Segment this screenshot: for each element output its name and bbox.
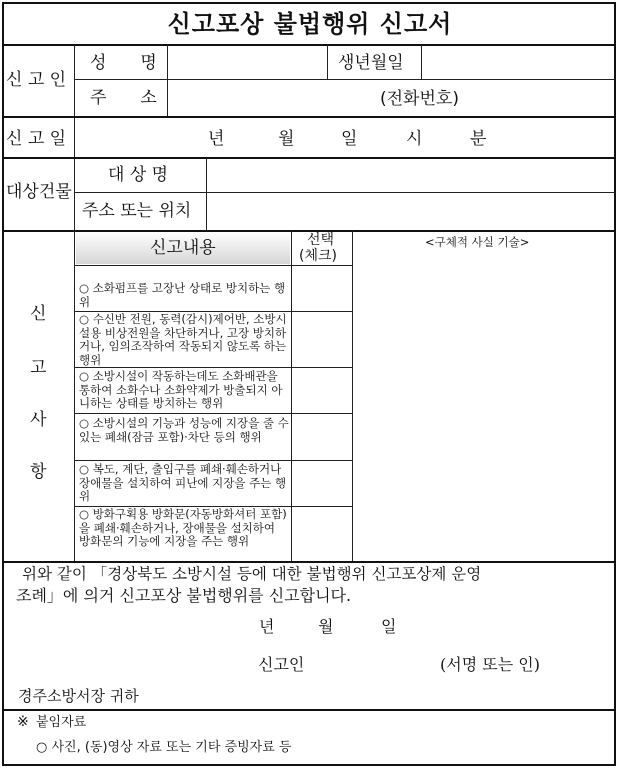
target-location-label: 주소 또는 위치 xyxy=(82,201,192,221)
report-item-5: ○ 복도, 계단, 출입구를 폐쇄·훼손하거나 장애물을 설치하여 피난에 지장을 주는 행위 xyxy=(79,462,287,503)
report-item-6: ○ 방화구획용 방화문(자동방화셔터 포함)을 폐쇄·훼손하거나, 장애물을 설치하여 방화문의 기능에 지장을 주는 행위 xyxy=(79,508,287,548)
target-location-field[interactable] xyxy=(207,193,614,229)
sign-date-day: 일 xyxy=(381,617,397,636)
report-item-2-checkbox[interactable] xyxy=(293,313,351,366)
report-matters-char-3: 사 xyxy=(30,410,47,430)
date-day-label: 일 xyxy=(341,129,358,149)
sign-date-month: 월 xyxy=(318,617,334,636)
target-name-label: 대 상 명 xyxy=(108,165,169,185)
birthdate-label: 생년월일 xyxy=(338,53,404,73)
report-date-field[interactable] xyxy=(76,118,614,156)
declaration-line2: 조례」에 의거 신고포상 불법행위를 신고합니다. xyxy=(16,586,352,605)
report-item-1-checkbox[interactable] xyxy=(293,267,351,310)
content-header: 신고내용 xyxy=(150,238,216,258)
report-item-6-checkbox[interactable] xyxy=(293,508,351,559)
report-item-2: ○ 수신반 전원, 동력(감시)제어반, 소방시설용 비상전원을 차단하거나, 고장 방치하거나, 임의조작하여 작동되지 않도록 하는 행위 xyxy=(79,312,287,367)
report-matters-char-2: 고 xyxy=(30,358,47,378)
attachments-label: 붙임자료 xyxy=(36,715,87,730)
name-field[interactable] xyxy=(168,46,326,78)
check-header-line1: 선택 xyxy=(307,232,335,248)
report-matters-char-1: 신 xyxy=(30,304,47,324)
report-item-5-checkbox[interactable] xyxy=(293,462,351,505)
date-minute-label: 분 xyxy=(470,129,487,149)
reporter-section-label: 신 고 인 xyxy=(6,70,67,90)
report-item-4-checkbox[interactable] xyxy=(293,415,351,459)
form-title: 신고포상 불법행위 신고서 xyxy=(167,10,453,38)
sign-date-year: 년 xyxy=(259,617,275,636)
date-year-label: 년 xyxy=(208,129,225,149)
signature-note: (서명 또는 인) xyxy=(440,655,540,674)
recipient: 경주소방서장 귀하 xyxy=(18,687,139,705)
facts-description-field[interactable] xyxy=(354,252,614,558)
report-item-1: ○ 소화펌프를 고장난 상태로 방치하는 행위 xyxy=(79,281,286,309)
attachments-item: ○ 사진, (동)영상 자료 또는 기타 증빙자료 등 xyxy=(36,740,292,755)
report-item-3: ○ 소방시설이 작동하는데도 소화배관을 통하여 소화수나 소화약제가 방출되지 아니하는 상태를 방치하는 행위 xyxy=(79,369,283,410)
phone-label: (전화번호) xyxy=(380,89,459,109)
target-name-field[interactable] xyxy=(207,159,614,191)
date-hour-label: 시 xyxy=(406,129,423,149)
report-item-4: ○ 소방시설의 기능과 성능에 지장을 줄 수 있는 폐쇄(잠금 포함)·차단 등의 행위 xyxy=(79,416,289,444)
report-item-3-checkbox[interactable] xyxy=(293,369,351,412)
address-label: 주 소 xyxy=(90,88,157,108)
declaration-line1: 위와 같이 「경상북도 소방시설 등에 대한 불법행위 신고포상제 운영 xyxy=(22,565,482,583)
check-header-line2: (체크) xyxy=(299,248,337,264)
signer-label: 신고인 xyxy=(258,655,305,674)
date-month-label: 월 xyxy=(278,129,295,149)
report-matters-char-4: 항 xyxy=(30,462,47,482)
facts-header: <구체적 사실 기술> xyxy=(425,235,530,249)
signature-field[interactable] xyxy=(320,650,435,678)
target-building-label: 대상건물 xyxy=(6,182,72,202)
birthdate-field[interactable] xyxy=(422,46,614,78)
name-label: 성 명 xyxy=(90,53,157,73)
reference-mark-icon: ※ xyxy=(17,714,29,730)
report-date-label: 신 고 일 xyxy=(6,129,67,149)
